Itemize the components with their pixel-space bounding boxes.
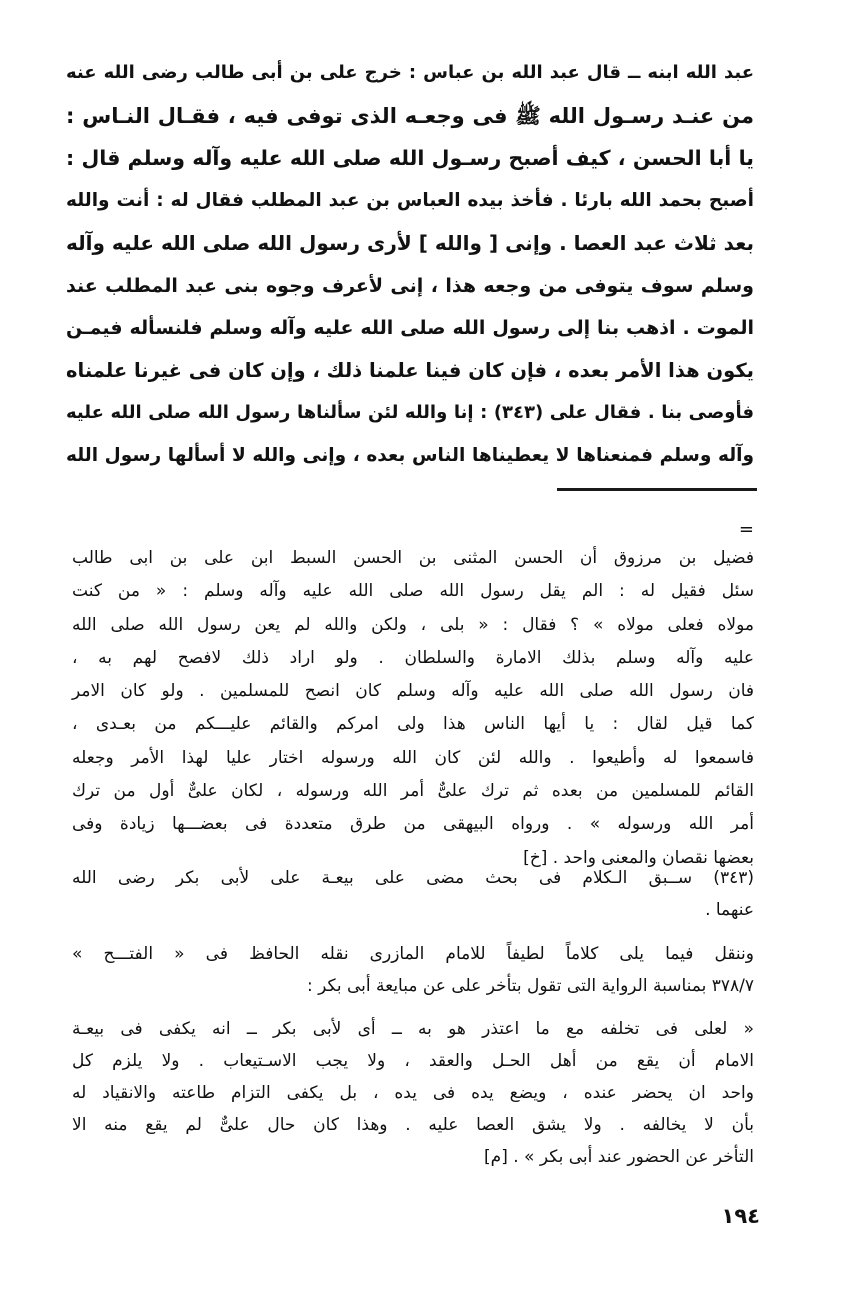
main-text-line: بعد ثلاث عبد العصا . وإنى [ والله ] لأرى رسول الله صلى الله عليه وآله <box>66 231 754 255</box>
main-text-line: الموت . اذهب بنا إلى رسول الله صلى الله عليه وآله وسلم فلنسأله فيمـن <box>66 317 754 339</box>
footnote-343 <box>72 862 754 926</box>
footnote-line: بأن لا يخالفه . ولا يشق العصا عليه . وهذا كان حال علىٌّ لم يقع منه الا <box>72 1115 754 1135</box>
footnote-line: بعضها نقصان والمعنى واحد . [خ] <box>523 847 754 868</box>
main-text <box>66 52 754 477</box>
footnote-quote <box>72 1013 754 1173</box>
footnote-line: فاسمعوا له وأطيعوا . والله لئن كان الله ورسوله اختار عليا لهذا الأمر وجعله <box>72 747 754 768</box>
main-text-line: أصبح بحمد الله بارئا . فأخذ بيده العباس بن عبد المطلب فقال له : أنت والله <box>66 189 754 211</box>
page-number: ١٩٤ <box>721 1204 760 1228</box>
footnote-line: أمر الله ورسوله » . ورواه البيهقى من طرق متعددة فى بعضـــها زيادة وفى <box>72 814 754 835</box>
footnote-line: الامام أن يقع من أهل الحـل والعقد ، ولا يجب الاسـتيعاب . ولا يلزم كل <box>72 1051 754 1071</box>
footnote-line: مولاه فعلى مولاه » ؟ فقال : « بلى ، ولكن والله لم يعن رسول الله صلى الله <box>72 614 754 635</box>
footnote-continuation-mark: = <box>738 519 754 540</box>
footnote-line: (٣٤٣) ســبق الـكلام فى بحث مضى على بيعـة على لأبى بكر رضى الله <box>72 868 754 888</box>
footnote-line: كما قيل لقال : يا أيها الناس هذا ولى امركم والقائم عليـــكم من بعـدى ، <box>72 714 754 735</box>
footnote-line: ٣٧٨/٧ بمناسبة الرواية التى تقول بتأخر على عن مبايعة أبى بكر : <box>306 976 754 996</box>
main-text-line: فأوصى بنا . فقال على (٣٤٣) : إنا والله لئن سألناها رسول الله صلى الله عليه <box>66 402 754 423</box>
main-text-line: عبد الله ابنه ــ قال عبد الله بن عباس : خرج على بن أبى طالب رضى الله عنه <box>66 62 754 83</box>
footnote-line: فضيل بن مرزوق أن الحسن المثنى بن الحسن السبط ابن على بن ابى طالب <box>72 548 754 568</box>
footnote-line: فان رسول الله صلى الله عليه وآله وسلم كان انصح للمسلمين . ولو كان الامر <box>72 681 754 702</box>
footnote-line: عنهما . <box>705 900 754 920</box>
main-text-line: وآله وسلم فمنعناها لا يعطيناها الناس بعده ، وإنى والله لا أسألها رسول الله <box>66 444 754 466</box>
main-text-line: وسلم سوف يتوفى من وجعه هذا ، إنى لأعرف وجوه بنى عبد المطلب عند <box>66 274 754 297</box>
footnote-line: واحد ان يحضر عنده ، ويضع يده فى يده ، بل يكفى التزام طاعته والانقياد له <box>72 1083 754 1103</box>
footnote-quote-intro <box>72 938 754 1002</box>
footnote-continuation <box>72 518 754 875</box>
main-text-line: يكون هذا الأمر بعده ، فإن كان فينا علمنا ذلك ، وإن كان فى غيرنا علمناه <box>66 358 754 382</box>
footnote-separator <box>557 488 757 491</box>
footnote-line: عليه وآله وسلم بذلك الامارة والسلطان . ولو اراد ذلك لافصح لهم به ، <box>72 647 754 668</box>
main-text-line: يا أبا الحسن ، كيف أصبح رسـول الله صلى الله عليه وآله وسلم قال : <box>66 146 754 170</box>
footnote-line: القائم للمسلمين من بعده ثم ترك علىٌّ أمر الله ورسوله ، لكان علىٌّ أول من ترك <box>72 781 754 802</box>
footnote-line: « لعلى فى تخلفه مع ما اعتذر هو به ــ أى لأبى بكر ــ انه يكفى فى بيعـة <box>72 1019 754 1039</box>
footnote-line: التأخر عن الحضور عند أبى بكر » . [م] <box>484 1147 754 1167</box>
footnote-line: سئل فقيل له : الم يقل رسول الله صلى الله عليه وآله وسلم : « من كنت <box>72 581 754 602</box>
footnote-line: وننقل فيما يلى كلاماً لطيفاً للامام المازرى نقله الحافظ فى « الفتـــح » <box>72 944 754 964</box>
main-text-line: من عنـد رسـول الله ﷺ فى وجعـه الذى توفى فيه ، فقـال النـاس : <box>66 103 754 128</box>
